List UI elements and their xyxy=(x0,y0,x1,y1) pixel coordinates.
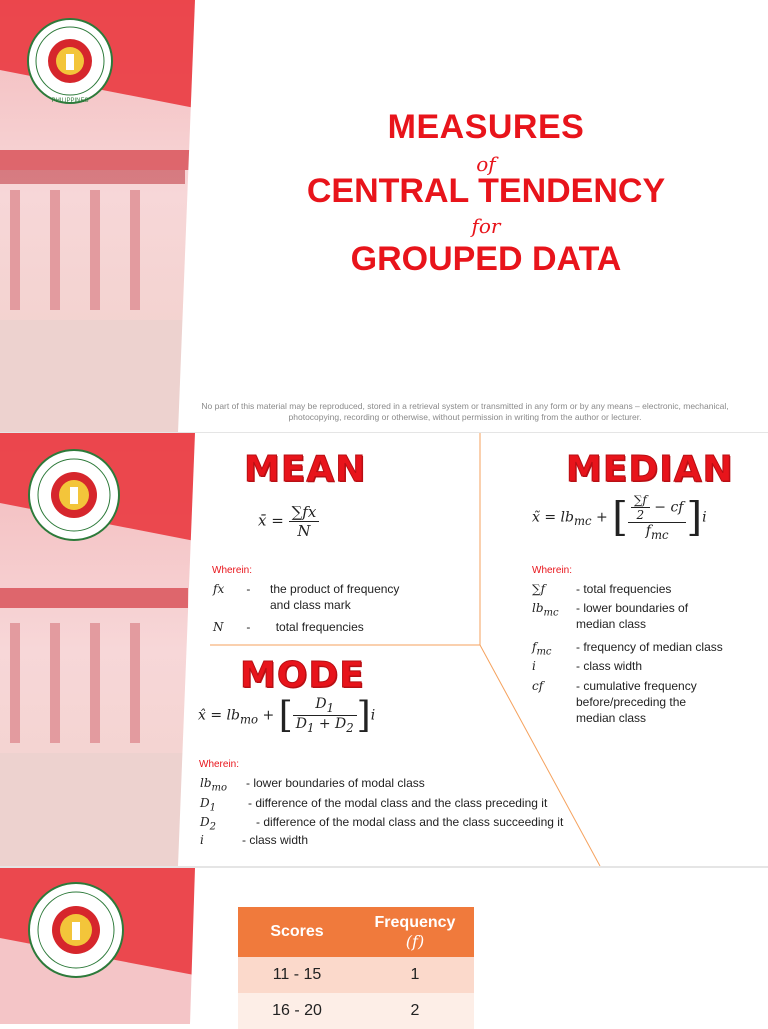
mode-heading: MODE xyxy=(240,655,365,696)
cell-scores: 11 - 15 xyxy=(238,957,356,993)
mode-def-i: i - class width xyxy=(200,833,309,847)
cell-frequency: 2 xyxy=(356,993,474,1029)
header-scores: Scores xyxy=(238,907,356,957)
title-central-tendency: CENTRAL TENDENCY xyxy=(306,172,666,210)
median-def-i: i - class width xyxy=(532,659,643,673)
table-row xyxy=(238,957,474,993)
cell-frequency: 1 xyxy=(356,957,474,993)
university-logo xyxy=(26,878,126,982)
header-frequency: Frequency (f) xyxy=(356,907,474,957)
mean-heading: MEAN xyxy=(244,449,367,490)
median-def-fmc: $f_{mc}$ - frequency of median class xyxy=(532,640,723,658)
slide-title xyxy=(0,0,768,433)
mean-wherein: Wherein: xyxy=(212,565,253,576)
mode-wherein: Wherein: xyxy=(199,759,240,770)
median-heading: MEDIAN xyxy=(566,449,734,490)
university-logo xyxy=(26,14,114,108)
mode-formula: x̂ = $lb_{mo}$ + [ $\frac{D_1}{D_1 + D_2}$ ]i xyxy=(198,695,376,736)
mean-def-fx: fx - xyxy=(213,582,251,596)
median-wherein: Wherein: xyxy=(532,565,573,576)
mean-formula: x̄ = $\frac{\sum fx}{N}$ xyxy=(258,503,319,540)
mean-def-fx-text: the product of frequency and class mark xyxy=(270,582,400,612)
cell-scores: 16 - 20 xyxy=(238,993,356,1029)
copyright-disclaimer: No part of this material may be reproduced, stored in a retrieval system or transmitted in any form or by any means – electronic, mechanical, photocopying, recording or otherwise, without permission in writing from the author or lecturer. xyxy=(201,401,729,422)
median-def-lbmc-text: - lower boundaries of median class xyxy=(576,601,689,631)
connector-for: for xyxy=(471,214,501,238)
median-def-sumf: ∑f - total frequencies xyxy=(532,582,672,596)
mean-def-n: N - total frequencies xyxy=(213,620,364,634)
frequency-table xyxy=(238,907,474,1029)
median-def-cf-text: - cumulative frequency before/preceding the median class xyxy=(576,679,697,725)
connector-of: of xyxy=(476,152,496,176)
slide-formulas xyxy=(0,433,768,866)
mode-def-d2: $D_2$ - difference of the modal class and the class succeeding it xyxy=(200,815,564,833)
median-def-cf: cf xyxy=(532,679,544,693)
mode-def-d1: $D_1$ - difference of the modal class and the class preceding it xyxy=(200,796,548,814)
mode-def-lbmo: $lb_{mo}$ - lower boundaries of modal class xyxy=(200,776,425,794)
svg-text:PHILIPPINES: PHILIPPINES xyxy=(51,98,89,104)
title-measures: MEASURES xyxy=(387,108,585,146)
median-def-lbmc: $lb_{mc}$ xyxy=(532,601,559,619)
title-grouped-data: GROUPED DATA xyxy=(350,240,622,278)
median-formula: x̃ = $lb_{mc}$ + [ $\frac{\sum f}{2}$ − cf $f_{mc}$ ]i xyxy=(532,493,707,542)
